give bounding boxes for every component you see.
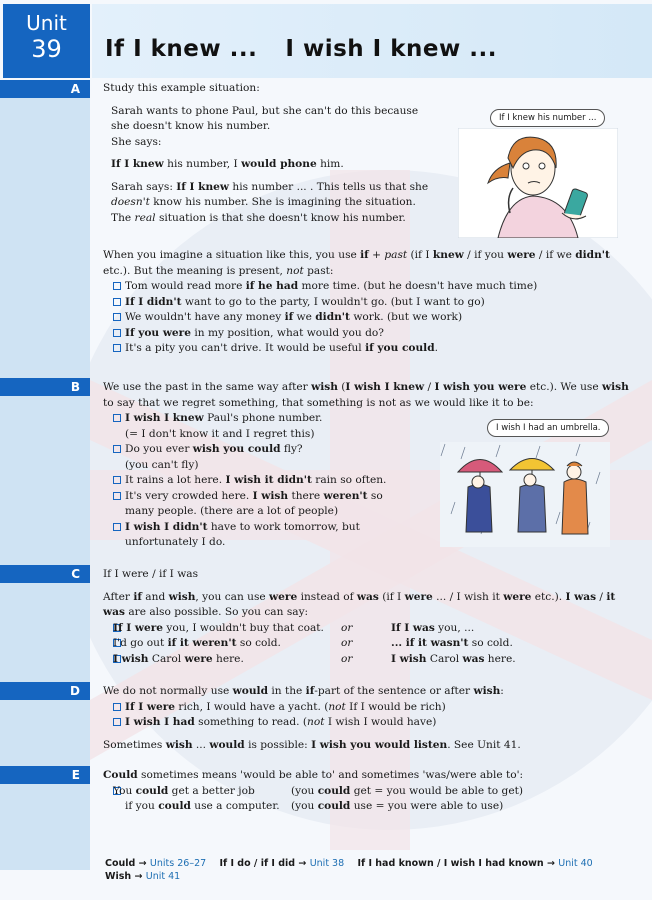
e-example-2: if you could use a computer. (you could use = you were able to use): [125, 800, 504, 812]
b-example-3: It rains a lot here. I wish it didn't rain so often.: [103, 473, 608, 489]
a-intro: Study this example situation:: [103, 82, 260, 94]
cross-references: [105, 857, 603, 883]
b-example-1: I wish I knew Paul's phone number.: [103, 411, 608, 427]
a-explain-2: doesn't know his number. She is imagining the situation.: [111, 196, 416, 208]
unit-number: 39: [31, 35, 62, 63]
section-bar-e: E: [0, 766, 90, 784]
a-situation-2: she doesn't know his number.: [111, 120, 271, 132]
e-example-1: You could get a better job (you could get = you would be able to get): [113, 784, 523, 797]
b-rule-2: to say that we regret something, that something is not as we would like it to be:: [103, 396, 534, 409]
section-bar-b: B: [0, 378, 90, 396]
a-example-2: If I didn't want to go to the party, I wouldn't go. (but I want to go): [103, 295, 608, 311]
section-c: [103, 567, 616, 667]
rain-illustration: [440, 442, 610, 547]
xref-could[interactable]: Could → Units 26–27: [105, 858, 207, 869]
b-example-2-note: (you can't fly): [125, 458, 199, 471]
unit-label: Unit: [26, 11, 67, 35]
section-bar-a: A: [0, 80, 90, 98]
section-bar-c: C: [0, 565, 90, 583]
sarah-illustration: [458, 128, 618, 238]
a-example-3: We wouldn't have any money if we didn't work. (but we work): [103, 310, 608, 326]
b-rule-1: We use the past in the same way after wish (I wish I knew / I wish you were etc.). We use wish: [103, 381, 629, 393]
a-situation-3: She says:: [111, 135, 162, 148]
d-rule-2: Sometimes wish ... would is possible: I wish you would listen. See Unit 41.: [103, 738, 521, 751]
c-row-3: I wish Carol were here. or I wish Carol was here.: [113, 652, 516, 665]
b-example-2: Do you ever wish you could fly?: [103, 442, 608, 458]
title-left: If I knew ...: [105, 36, 258, 62]
xref-wish[interactable]: Wish → Unit 41: [105, 871, 181, 882]
b-example-5-note: unfortunately I do.: [125, 536, 226, 548]
b-example-5: I wish I didn't have to work tomorrow, but: [103, 520, 608, 536]
margin-strip: [0, 80, 90, 870]
c-row-1: If I were you, I wouldn't buy that coat. or If I was you, ...: [113, 621, 475, 634]
page-title: [105, 36, 525, 62]
a-explain-1: Sarah says: If I knew his number ... . This tells us that she: [111, 180, 429, 193]
xref-if-i-had-known[interactable]: If I had known / I wish I had known → Unit 40: [357, 858, 593, 869]
b-example-1-note: (= I don't know it and I regret this): [125, 427, 315, 440]
a-speech-bubble: If I knew his number ...: [490, 109, 605, 127]
a-example-1: Tom would read more if he had more time. (but he doesn't have much time): [103, 279, 608, 295]
c-heading: If I were / if I was: [103, 568, 199, 580]
a-explain-3: The real situation is that she doesn't know his number.: [111, 211, 406, 224]
section-e: [103, 768, 608, 815]
a-example-4: If you were in my position, what would you do?: [103, 326, 608, 342]
a-rule-1: When you imagine a situation like this, you use if + past (if I knew / if you were / if we didn't: [103, 249, 610, 261]
section-d: [103, 684, 608, 753]
d-example-1: If I were rich, I would have a yacht. (not If I would be rich): [103, 700, 608, 716]
title-right: I wish I knew ...: [285, 36, 497, 62]
c-rule-2: was are also possible. So you can say:: [103, 606, 309, 618]
d-rule-1: We do not normally use would in the if-part of the sentence or after wish:: [103, 685, 504, 697]
b-example-4: It's very crowded here. I wish there weren't so: [103, 489, 608, 505]
a-situation-1: Sarah wants to phone Paul, but she can't do this because: [111, 104, 419, 117]
e-rule-1: Could sometimes means 'would be able to' and sometimes 'was/were able to':: [103, 769, 524, 781]
xref-if-i-do[interactable]: If I do / if I did → Unit 38: [219, 858, 345, 869]
unit-badge: [3, 4, 90, 78]
b-speech-bubble: I wish I had an umbrella.: [487, 419, 609, 437]
a-example-5: It's a pity you can't drive. It would be useful if you could.: [103, 341, 608, 357]
d-example-2: I wish I had something to read. (not I wish I would have): [103, 715, 608, 731]
section-bar-d: D: [0, 682, 90, 700]
b-example-4-note: many people. (there are a lot of people): [125, 505, 339, 517]
a-rule-2: etc.). But the meaning is present, not past:: [103, 264, 334, 277]
a-says: If I knew his number, I would phone him.: [111, 158, 344, 170]
c-row-2: I'd go out if it weren't so cold. or ... if it wasn't so cold.: [113, 637, 513, 649]
c-rule-1: After if and wish, you can use were instead of was (if I were ... / I wish it were etc.). I was / it: [103, 590, 616, 603]
